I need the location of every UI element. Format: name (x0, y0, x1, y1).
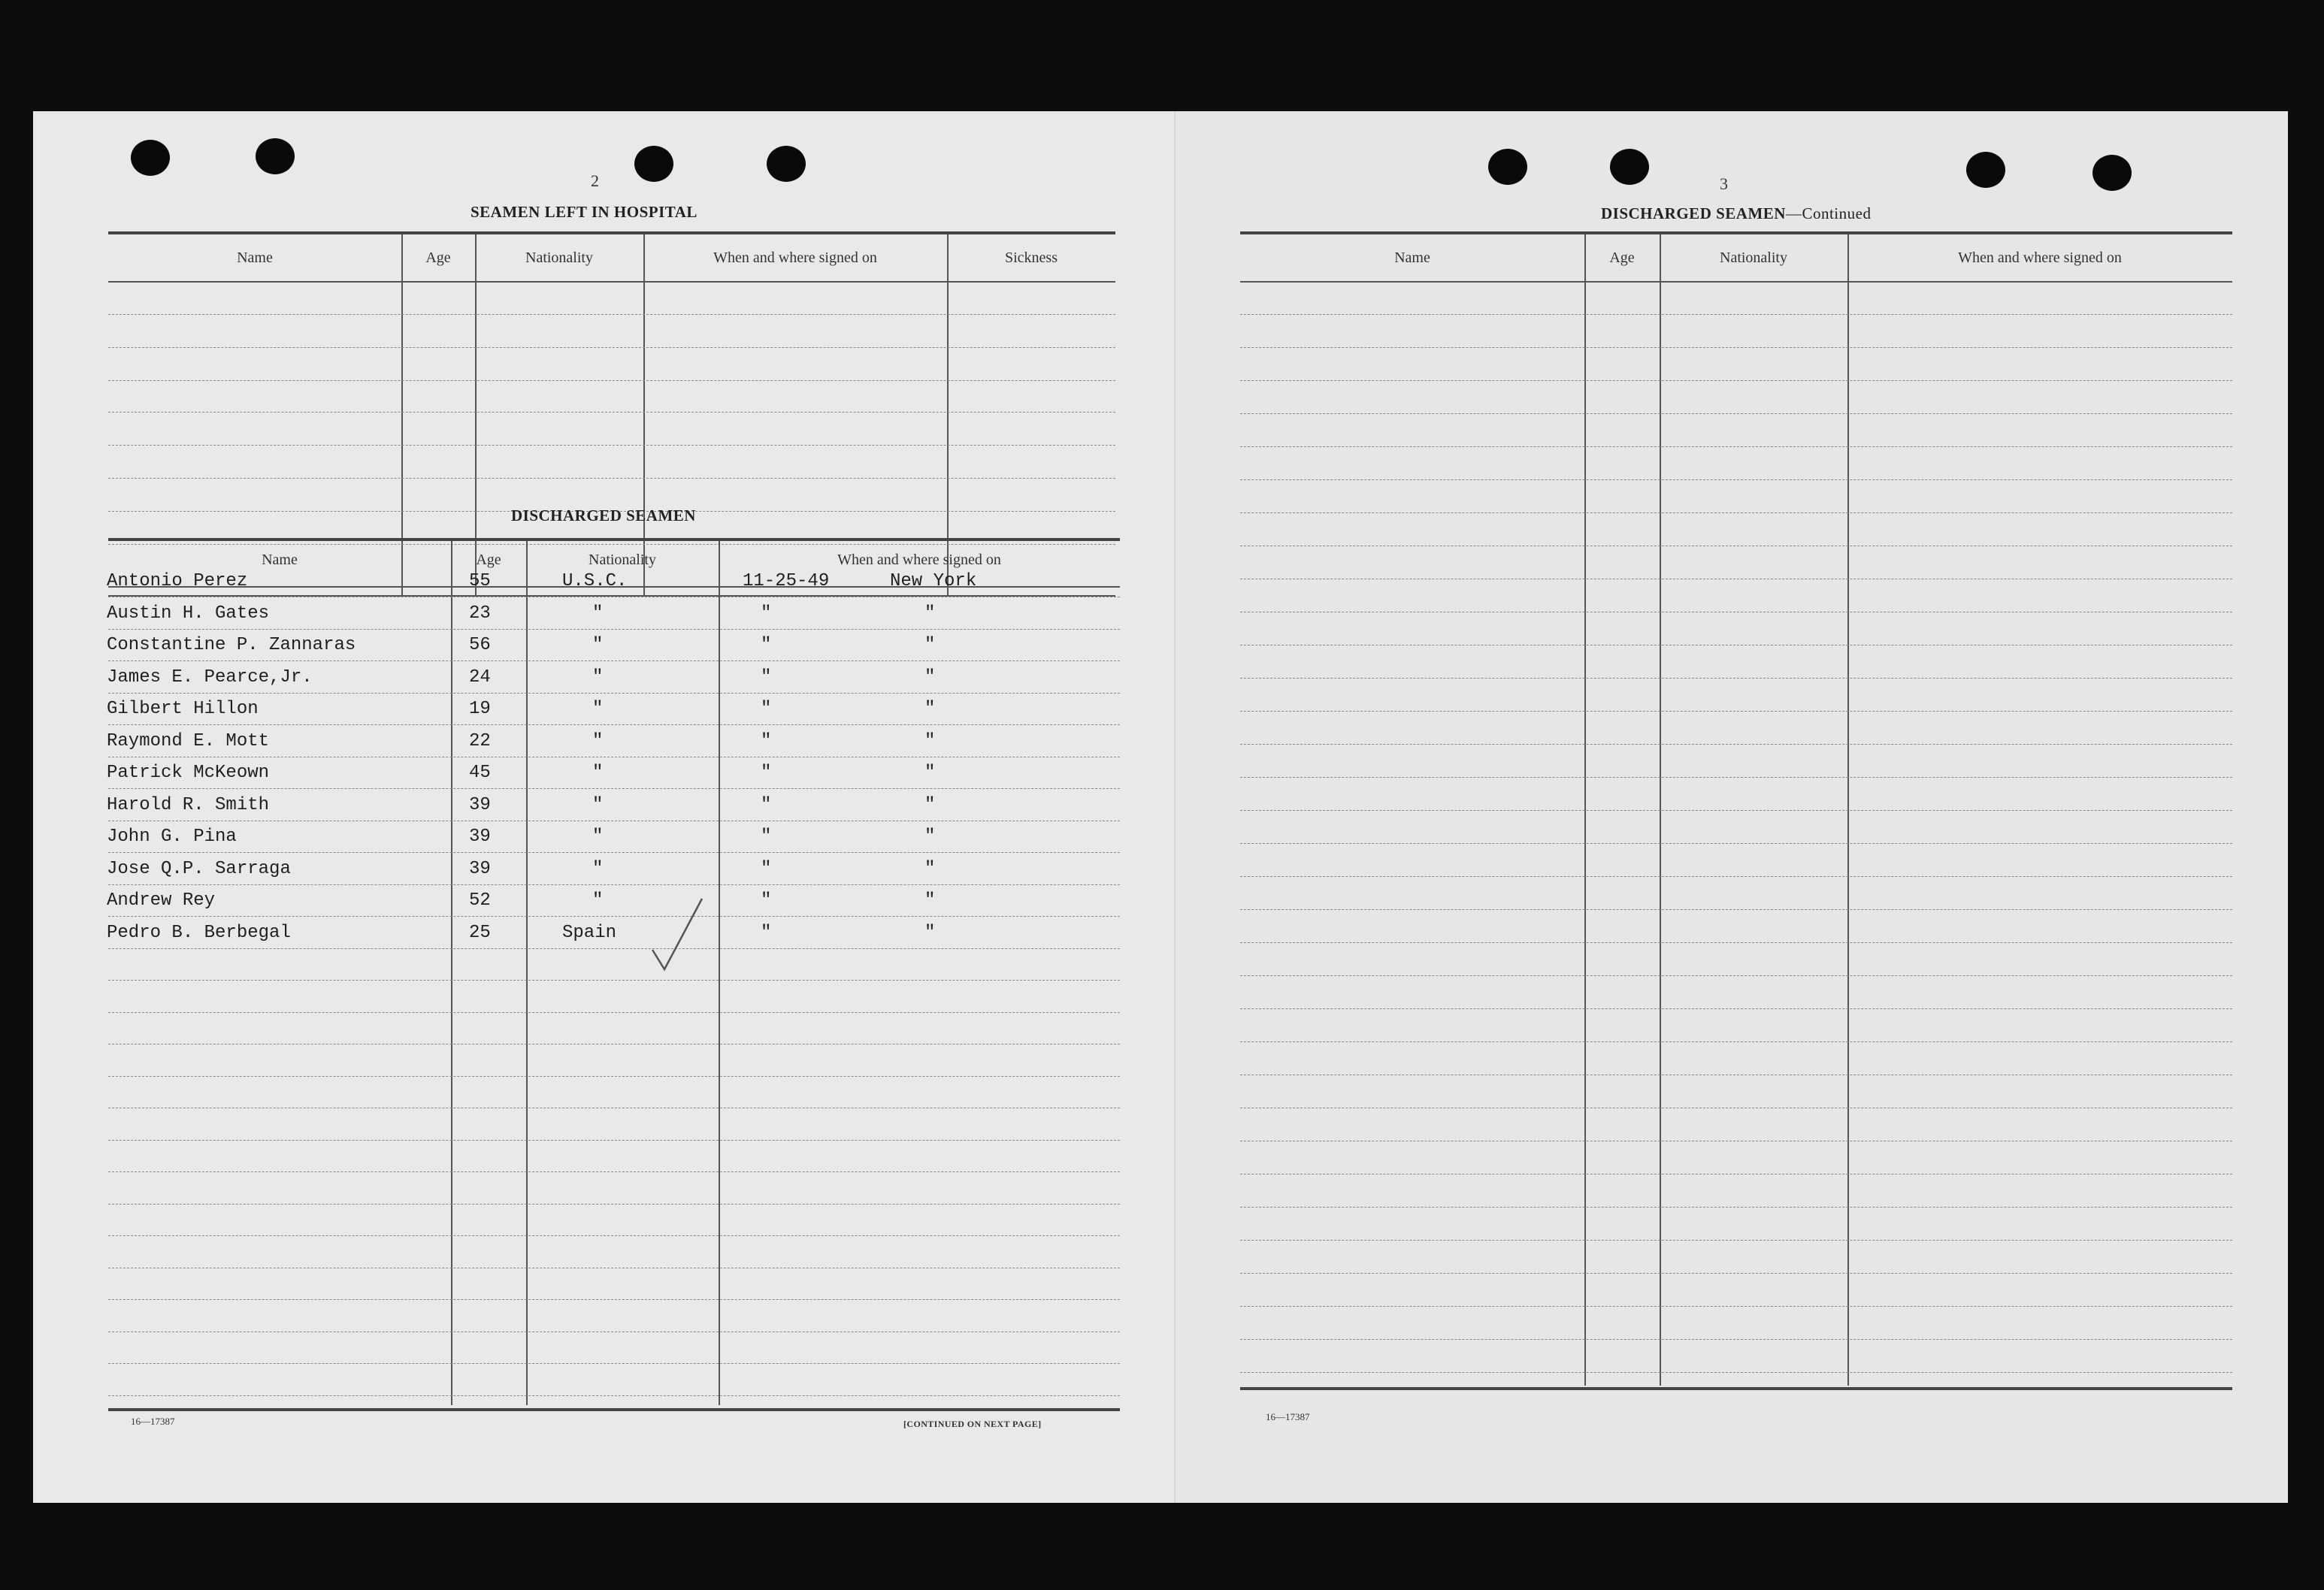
punch-hole (1610, 149, 1649, 185)
entry-line (1240, 942, 2232, 943)
seaman-nationality: " (592, 858, 604, 879)
signed-on-place: " (924, 699, 936, 719)
seaman-name: Pedro B. Berbegal (107, 922, 291, 943)
column-header: Age (425, 249, 451, 266)
seaman-age: 24 (469, 667, 491, 688)
column-header: Name (237, 249, 273, 266)
signed-on-place: New York (890, 571, 977, 591)
seaman-age: 25 (469, 922, 491, 943)
entry-line (108, 980, 1120, 981)
entry-line (108, 884, 1120, 885)
seaman-name: Constantine P. Zannaras (107, 635, 356, 655)
signed-on-date: " (761, 635, 772, 655)
column-header: Nationality (1720, 249, 1787, 266)
punch-hole (634, 146, 673, 182)
column-rule (947, 234, 949, 595)
entry-line (108, 1299, 1120, 1300)
table-rule (108, 1408, 1120, 1411)
seaman-age: 19 (469, 699, 491, 719)
entry-line (1240, 1372, 2232, 1373)
table-rule (108, 281, 1115, 283)
signed-on-date: " (761, 667, 772, 688)
signed-on-place: " (924, 922, 936, 943)
table-rule (108, 538, 1120, 541)
seaman-nationality: " (592, 794, 604, 815)
column-rule (401, 234, 403, 595)
entry-line (1240, 314, 2232, 315)
left-page (33, 111, 1176, 1503)
entry-line (108, 1076, 1120, 1077)
column-header: Age (476, 552, 501, 568)
seaman-name: Jose Q.P. Sarraga (107, 858, 291, 879)
column-header: Age (1609, 249, 1635, 266)
entry-line (1240, 1207, 2232, 1208)
signed-on-date: " (761, 858, 772, 879)
entry-line (108, 788, 1120, 789)
entry-line (1240, 678, 2232, 679)
seaman-nationality: " (592, 699, 604, 719)
punch-hole (131, 140, 170, 176)
scanned-document (33, 111, 2288, 1503)
signed-on-place: " (924, 635, 936, 655)
seaman-name: Raymond E. Mott (107, 730, 270, 751)
punch-hole (2093, 155, 2132, 191)
punch-hole (767, 146, 806, 182)
entry-line (1240, 479, 2232, 480)
entry-line (1240, 975, 2232, 976)
signed-on-date: " (761, 603, 772, 624)
seaman-nationality: " (592, 730, 604, 751)
signed-on-date: " (761, 827, 772, 847)
seaman-name: James E. Pearce,Jr. (107, 667, 313, 688)
seaman-nationality: " (592, 635, 604, 655)
seaman-nationality: " (592, 827, 604, 847)
signed-on-place: " (924, 763, 936, 783)
seaman-nationality: " (592, 667, 604, 688)
seaman-age: 22 (469, 730, 491, 751)
entry-line (108, 1171, 1120, 1172)
column-header: When and where signed on (1958, 249, 2122, 266)
entry-line (1240, 1339, 2232, 1340)
entry-line (108, 1204, 1120, 1205)
entry-line (1240, 876, 2232, 877)
column-rule (643, 234, 645, 595)
entry-line (108, 852, 1120, 853)
entry-line (108, 1140, 1120, 1141)
table-rule (1240, 231, 2232, 234)
signed-on-date: " (761, 699, 772, 719)
signed-on-place: " (924, 603, 936, 624)
signed-on-place: " (924, 794, 936, 815)
entry-line (1240, 810, 2232, 811)
entry-line (1240, 777, 2232, 778)
entry-line (108, 660, 1120, 661)
signed-on-date: 11-25-49 (743, 571, 830, 591)
form-number: 16—17387 (131, 1416, 175, 1427)
entry-line (108, 314, 1115, 315)
seaman-age: 39 (469, 858, 491, 879)
signed-on-place: " (924, 890, 936, 911)
seaman-age: 55 (469, 571, 491, 591)
entry-line (108, 380, 1115, 381)
seaman-name: Harold R. Smith (107, 794, 270, 815)
hospital-section-title: SEAMEN LEFT IN HOSPITAL (471, 203, 698, 221)
column-header: Nationality (525, 249, 593, 266)
seaman-name: Austin H. Gates (107, 603, 270, 624)
entry-line (1240, 744, 2232, 745)
right-page (1176, 111, 2288, 1503)
signed-on-place: " (924, 667, 936, 688)
column-header: Name (262, 552, 298, 568)
entry-line (108, 916, 1120, 917)
entry-line (108, 948, 1120, 949)
discharged-section-title: DISCHARGED SEAMEN (511, 506, 696, 524)
entry-line (108, 693, 1120, 694)
page-number: 3 (1720, 174, 1728, 193)
table-rule (1240, 281, 2232, 283)
seaman-nationality: " (592, 603, 604, 624)
handwritten-check-mark (649, 893, 710, 975)
seaman-nationality: U.S.C. (562, 571, 628, 591)
column-rule (526, 541, 528, 1405)
column-header: Name (1394, 249, 1430, 266)
column-header: When and where signed on (713, 249, 877, 266)
punch-hole (1488, 149, 1527, 185)
seaman-name: Patrick McKeown (107, 763, 270, 783)
discharged-continued-title: DISCHARGED SEAMEN—Continued (1601, 204, 1872, 222)
signed-on-date: " (761, 763, 772, 783)
entry-line (1240, 711, 2232, 712)
entry-line (1240, 1008, 2232, 1009)
entry-line (108, 1235, 1120, 1236)
entry-line (108, 445, 1115, 446)
seaman-name: Gilbert Hillon (107, 699, 259, 719)
table-rule (1240, 1387, 2232, 1390)
page-number: 2 (591, 171, 599, 190)
column-rule (475, 234, 477, 595)
seaman-age: 45 (469, 763, 491, 783)
signed-on-date: " (761, 922, 772, 943)
signed-on-date: " (761, 794, 772, 815)
entry-line (1240, 512, 2232, 513)
entry-line (108, 347, 1115, 348)
entry-line (1240, 1240, 2232, 1241)
column-header: Sickness (1005, 249, 1058, 266)
entry-line (1240, 1306, 2232, 1307)
entry-line (1240, 843, 2232, 844)
entry-line (1240, 909, 2232, 910)
entry-line (1240, 413, 2232, 414)
seaman-age: 39 (469, 827, 491, 847)
entry-line (1240, 1273, 2232, 1274)
seaman-age: 56 (469, 635, 491, 655)
seaman-name: John G. Pina (107, 827, 237, 847)
entry-line (1240, 380, 2232, 381)
entry-line (1240, 347, 2232, 348)
continued-note: [CONTINUED ON NEXT PAGE] (903, 1419, 1042, 1429)
table-rule (108, 231, 1115, 234)
column-header: Nationality (589, 552, 656, 568)
seaman-nationality: " (592, 890, 604, 911)
entry-line (108, 1012, 1120, 1013)
seaman-name: Andrew Rey (107, 890, 216, 911)
column-rule (451, 541, 452, 1405)
entry-line (108, 724, 1120, 725)
entry-line (108, 478, 1115, 479)
signed-on-date: " (761, 890, 772, 911)
seaman-age: 52 (469, 890, 491, 911)
punch-hole (256, 138, 295, 174)
column-header: When and where signed on (837, 552, 1001, 568)
seaman-age: 39 (469, 794, 491, 815)
seaman-nationality: Spain (562, 922, 617, 943)
form-number: 16—17387 (1266, 1411, 1310, 1422)
entry-line (108, 544, 1115, 545)
signed-on-date: " (761, 730, 772, 751)
entry-line (108, 1363, 1120, 1364)
signed-on-place: " (924, 858, 936, 879)
entry-line (1240, 446, 2232, 447)
entry-line (108, 629, 1120, 630)
seaman-nationality: " (592, 763, 604, 783)
signed-on-place: " (924, 827, 936, 847)
seaman-name: Antonio Perez (107, 571, 248, 591)
seaman-age: 23 (469, 603, 491, 624)
punch-hole (1966, 152, 2005, 188)
entry-line (1240, 1041, 2232, 1042)
entry-line (108, 1395, 1120, 1396)
column-rule (719, 541, 720, 1405)
entry-line (108, 412, 1115, 413)
signed-on-place: " (924, 730, 936, 751)
